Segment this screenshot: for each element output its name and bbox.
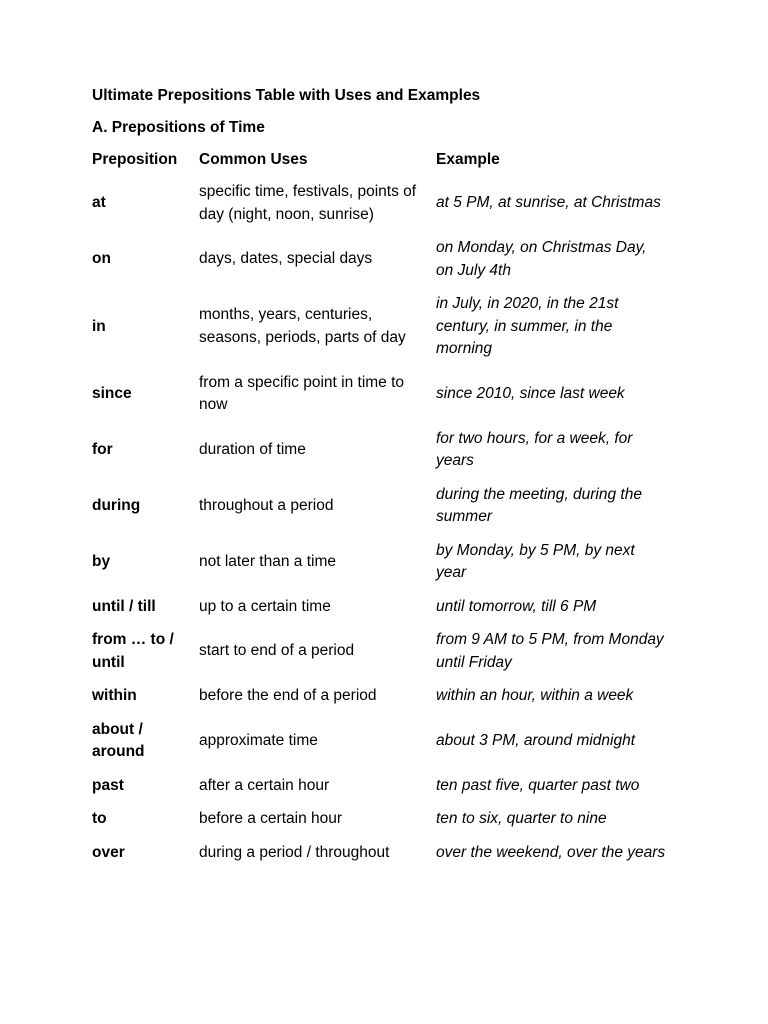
preposition-cell: on	[92, 250, 111, 268]
example-cell: for two hours, for a week, for years	[436, 429, 633, 469]
example-cell: ten past five, quarter past two	[436, 776, 640, 794]
document-title: Ultimate Prepositions Table with Uses and Examples	[92, 87, 481, 104]
table-row	[92, 181, 672, 237]
common-uses-cell: approximate time	[199, 731, 318, 749]
table-row	[92, 842, 672, 876]
table-row	[92, 372, 672, 428]
table-row	[92, 629, 672, 685]
table-row	[92, 685, 672, 719]
common-uses-cell: days, dates, special days	[199, 250, 373, 268]
example-cell: until tomorrow, till 6 PM	[436, 597, 597, 615]
preposition-cell: for	[92, 440, 113, 458]
table-header-row	[92, 149, 672, 181]
example-cell: over the weekend, over the years	[436, 843, 666, 861]
preposition-cell: until / till	[92, 597, 156, 615]
column-header-preposition: Preposition	[92, 151, 178, 168]
document-page	[92, 84, 682, 875]
preposition-cell: over	[92, 843, 125, 861]
preposition-cell: from … to / until	[92, 631, 174, 671]
table-row	[92, 237, 672, 293]
example-cell: from 9 AM to 5 PM, from Monday until Friday	[436, 631, 664, 671]
common-uses-cell: months, years, centuries, seasons, periods, parts of day	[199, 306, 406, 346]
preposition-cell: since	[92, 384, 132, 402]
example-cell: at 5 PM, at sunrise, at Christmas	[436, 194, 661, 212]
common-uses-cell: before a certain hour	[199, 810, 343, 827]
common-uses-cell: duration of time	[199, 440, 306, 458]
example-cell: on Monday, on Christmas Day, on July 4th	[436, 239, 647, 279]
preposition-cell: at	[92, 194, 106, 212]
common-uses-cell: not later than a time	[199, 552, 336, 570]
table-row	[92, 719, 672, 775]
preposition-cell: within	[92, 687, 137, 704]
section-heading: A. Prepositions of Time	[92, 119, 265, 136]
column-header-common-uses: Common Uses	[199, 151, 308, 168]
table-row	[92, 293, 672, 372]
table-row	[92, 428, 672, 484]
example-cell: by Monday, by 5 PM, by next year	[436, 541, 635, 581]
table-row	[92, 808, 672, 842]
common-uses-cell: from a specific point in time to now	[199, 373, 405, 413]
table-row	[92, 484, 672, 540]
example-cell: in July, in 2020, in the 21st century, in summer, in the morning	[436, 295, 619, 357]
example-cell: during the meeting, during the summer	[436, 485, 642, 525]
example-cell: about 3 PM, around midnight	[436, 731, 636, 749]
table-row	[92, 775, 672, 809]
preposition-cell: to	[92, 810, 107, 827]
column-header-example: Example	[436, 151, 500, 168]
preposition-cell: past	[92, 776, 124, 794]
preposition-cell: by	[92, 552, 111, 570]
common-uses-cell: during a period / throughout	[199, 843, 390, 861]
table-body	[92, 181, 672, 875]
prepositions-table	[92, 149, 672, 875]
preposition-cell: during	[92, 496, 141, 514]
common-uses-cell: up to a certain time	[199, 597, 331, 615]
preposition-cell: about / around	[92, 720, 145, 760]
example-cell: since 2010, since last week	[436, 384, 625, 402]
common-uses-cell: after a certain hour	[199, 776, 330, 794]
example-cell: ten to six, quarter to nine	[436, 810, 607, 827]
table-row	[92, 540, 672, 596]
preposition-cell: in	[92, 317, 106, 335]
common-uses-cell: specific time, festivals, points of day (night, noon, sunrise)	[199, 183, 417, 223]
common-uses-cell: start to end of a period	[199, 642, 355, 660]
common-uses-cell: before the end of a period	[199, 687, 377, 704]
common-uses-cell: throughout a period	[199, 496, 334, 514]
table-row	[92, 596, 672, 630]
example-cell: within an hour, within a week	[436, 687, 634, 704]
